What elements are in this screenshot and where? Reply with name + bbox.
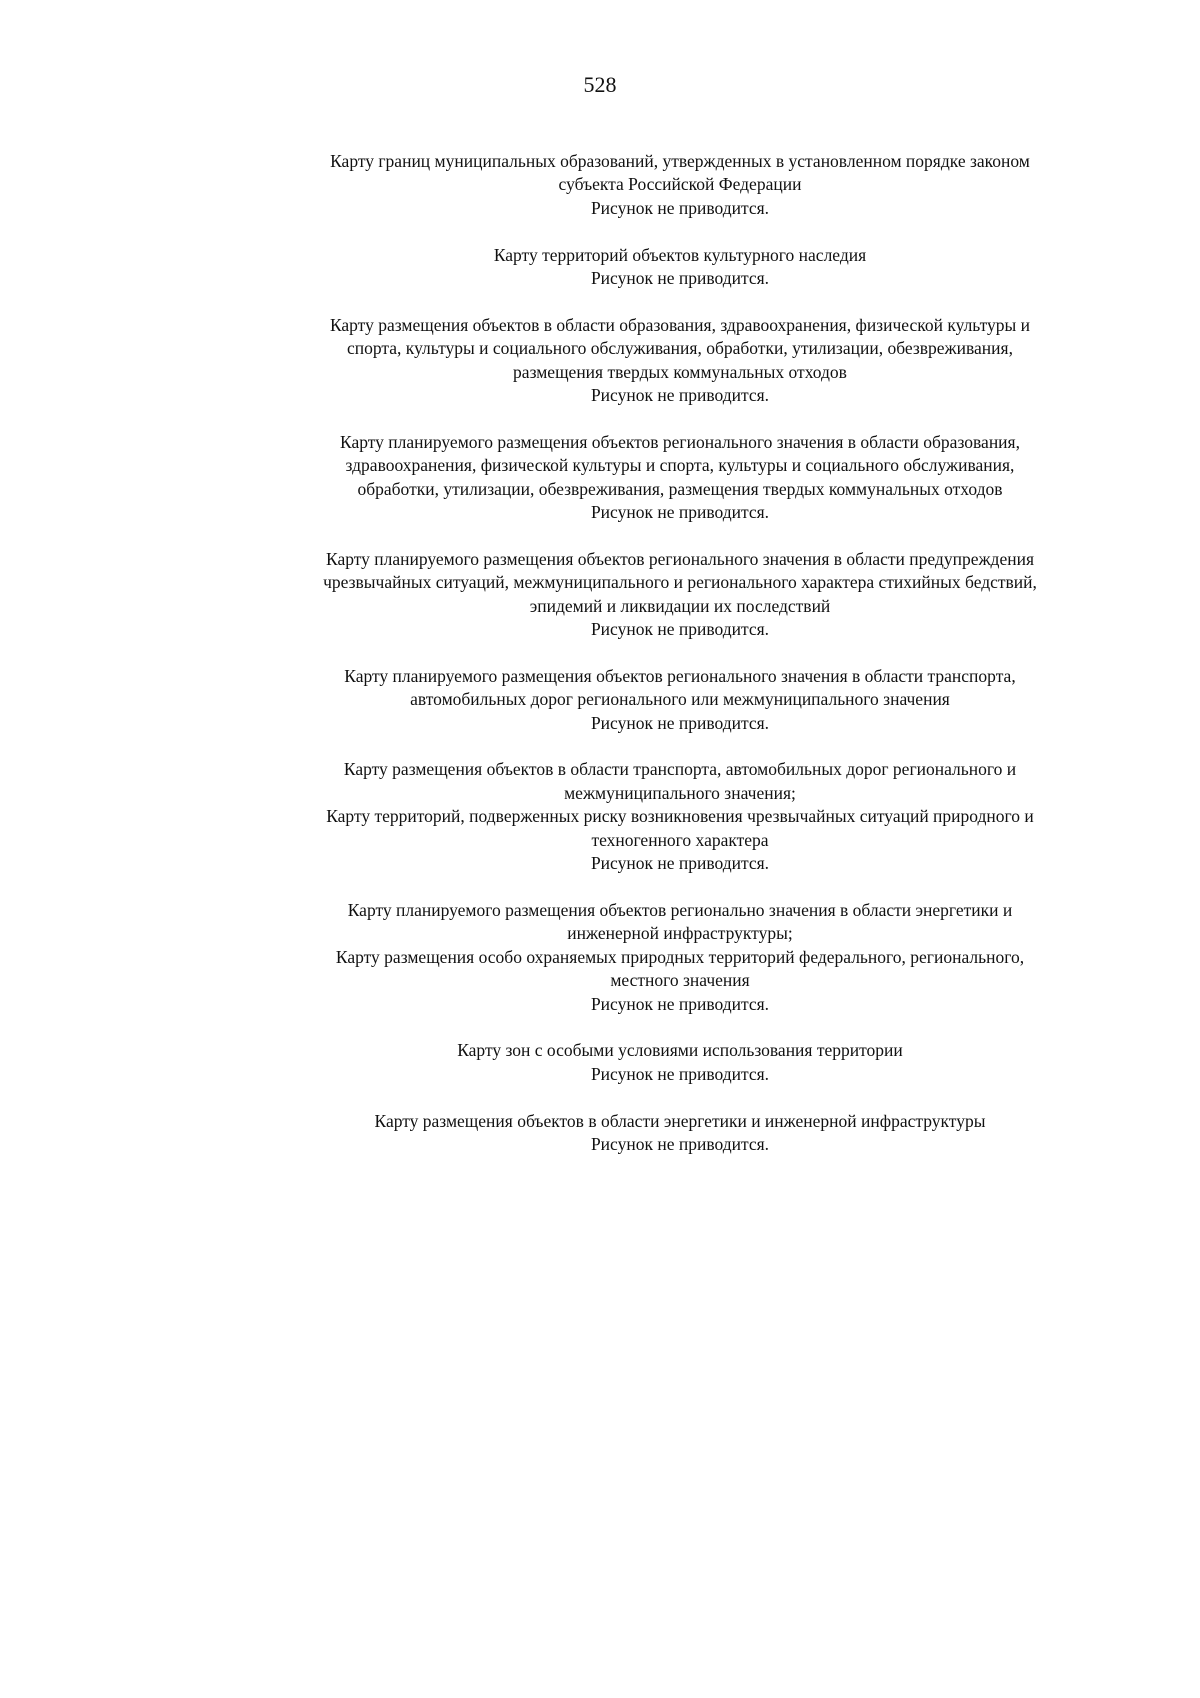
text-line: Карту территорий, подверженных риску возникновения чрезвычайных ситуаций природного и [326,806,1034,827]
text-line: Карту планируемого размещения объектов регионального значения в области предупреждения [326,548,1034,569]
text-line: Рисунок не приводится. [590,502,770,523]
text-line: Карту размещения объектов в области энергетики и инженерной инфраструктуры [374,1110,986,1131]
paragraph-block [240,1039,1120,1086]
text-line: инженерной инфраструктуры; [567,923,793,944]
paragraph-block [240,1110,1120,1157]
text-line: Рисунок не приводится. [590,1063,770,1084]
text-line: Рисунок не приводится. [590,197,770,218]
page-number: 528 [583,72,617,97]
paragraph-block [240,244,1120,291]
paragraph-block [240,150,1120,220]
text-line: Карту зон с особыми условиями использования территории [457,1040,903,1061]
text-line: чрезвычайных ситуаций, межмуниципального и регионального характера стихийных бедствий, [323,572,1037,593]
text-line: спорта, культуры и социального обслуживания, обработки, утилизации, обезвреживания, [347,338,1013,359]
text-line: межмуниципального значения; [564,782,796,803]
text-line: Рисунок не приводится. [590,1133,770,1154]
text-line: Рисунок не приводится. [590,268,770,289]
text-line: Рисунок не приводится. [590,619,770,640]
paragraph-block [240,314,1120,408]
text-line: здравоохранения, физической культуры и спорта, культуры и социального обслуживания, [345,455,1015,476]
paragraph-block [240,665,1120,735]
text-line: Карту размещения особо охраняемых природных территорий федерального, регионального, [335,946,1025,967]
text-line: Карту территорий объектов культурного наследия [493,244,867,265]
text-line: Карту планируемого размещения объектов регионального значения в области транспорта, [344,665,1016,686]
text-line: Рисунок не приводится. [590,712,770,733]
text-line: Карту планируемого размещения объектов регионального значения в области образования, [340,431,1020,452]
text-line: Рисунок не приводится. [590,853,770,874]
text-line: Карту размещения объектов в области образования, здравоохранения, физической культуры и [329,314,1031,335]
paragraph-block [240,758,1120,875]
text-line: Карту размещения объектов в области транспорта, автомобильных дорог регионального и [343,759,1017,780]
paragraph-block [240,548,1120,642]
text-line: эпидемий и ликвидации их последствий [529,595,831,616]
text-line: размещения твердых коммунальных отходов [513,361,847,382]
text-line: автомобильных дорог регионального или межмуниципального значения [410,689,950,710]
text-line: Карту границ муниципальных образований, утвержденных в установленном порядке законом [330,151,1030,171]
text-line: Рисунок не приводится. [590,385,770,406]
paragraph-block [240,899,1120,1016]
paragraph-block [240,431,1120,525]
text-line: техногенного характера [591,829,769,850]
text-line: обработки, утилизации, обезвреживания, размещения твердых коммунальных отходов [357,478,1003,499]
text-line: Карту планируемого размещения объектов регионально значения в области энергетики и [347,899,1013,920]
text-line: Рисунок не приводится. [590,993,770,1014]
text-line: местного значения [610,970,750,991]
document-body [240,150,1120,1180]
text-line: субъекта Российской Федерации [558,174,802,195]
